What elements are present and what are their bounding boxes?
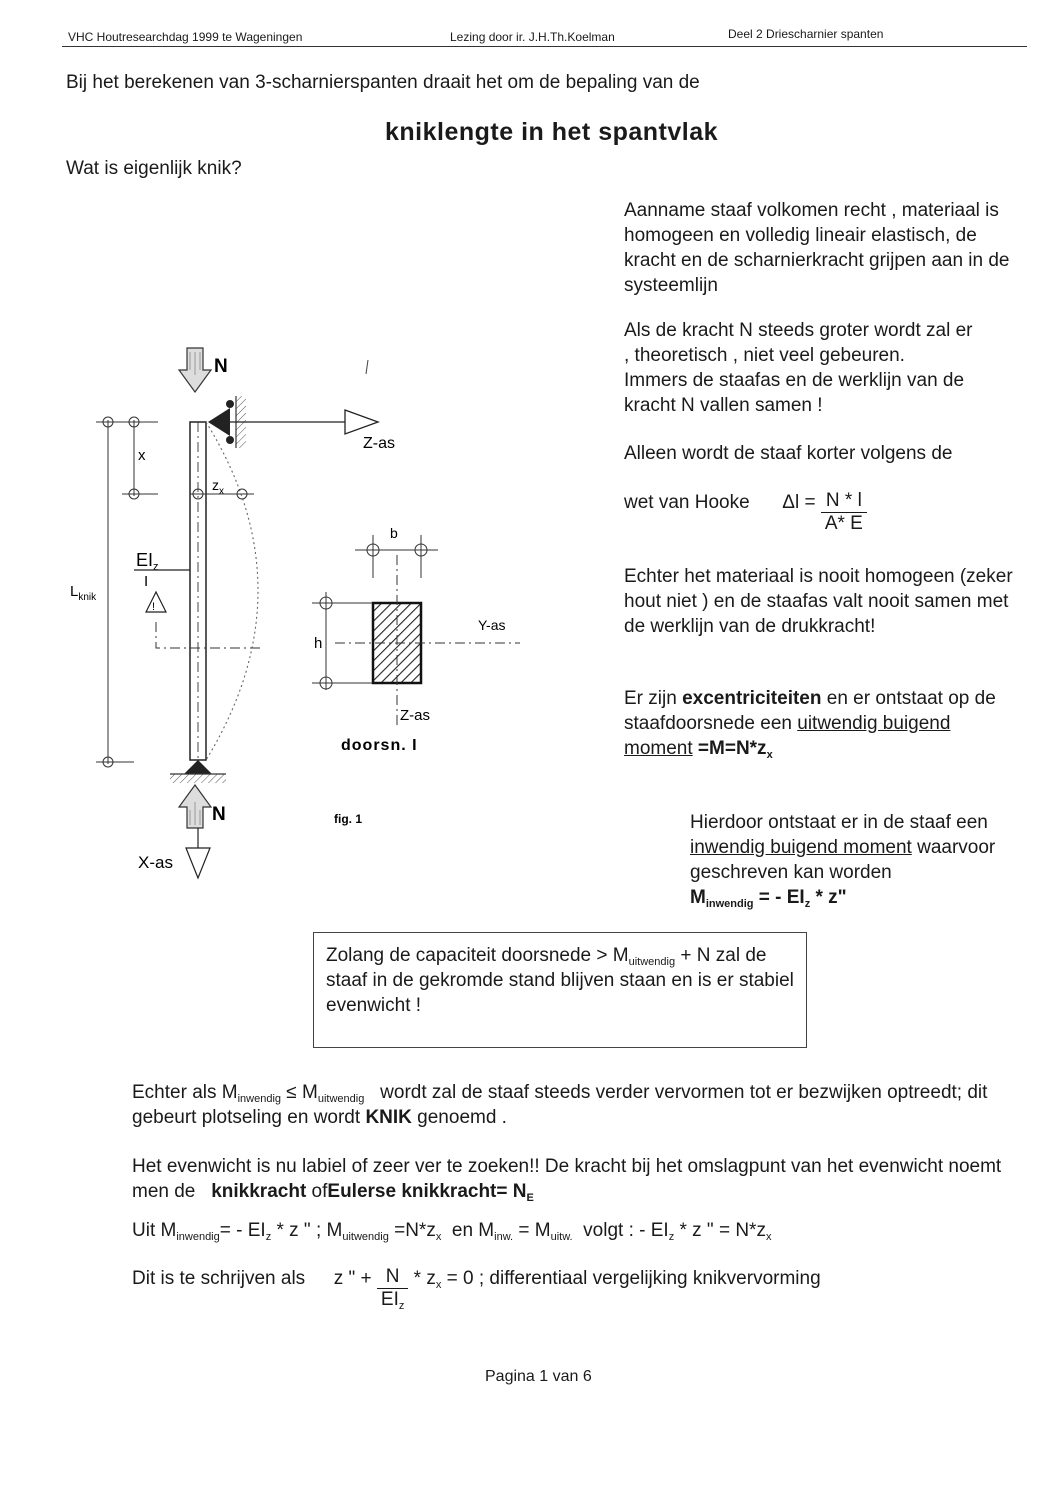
section-line <box>156 622 260 648</box>
x-dimension-label: x <box>138 447 146 464</box>
force-line-2: , theoretisch , niet veel gebeuren. <box>624 345 905 366</box>
force-line-1: Als de kracht N steeds groter wordt zal er <box>624 320 973 341</box>
x-axis-label: X-as <box>138 853 173 872</box>
i-label: I <box>144 573 149 590</box>
section-caption: doorsn. I <box>341 737 418 754</box>
top-force-label: N <box>214 356 228 377</box>
hooke-numerator: N * l <box>821 490 867 513</box>
deflected-shape <box>206 422 258 760</box>
cross-section <box>335 555 520 725</box>
internal-moment-paragraph: Hierdoor ontstaat er in de staaf een inwendig buigend moment waarvoor geschreven kan worden $M_{inwendig}$ = - $EI_z$ * z" <box>690 812 996 910</box>
force-paragraph <box>624 318 1034 418</box>
b-label: b <box>390 525 398 541</box>
stability-box: Zolang de capaciteit doorsnede > $M_{uitwendig} + N$ zal de staaf in de gekromde stand blijven staan en is er stabiel evenwicht ! <box>313 932 807 1048</box>
z-axis-arrowhead <box>345 410 378 434</box>
differential-equation: Dit is te schrijven als z " + $\frac{N}{EI_z}$ * $z_x = 0$ ; differentiaal vergelijking knikvervorming <box>132 1266 821 1312</box>
lknik-label: $L_{knik}$ <box>70 583 97 603</box>
assumption-paragraph: Aanname staaf volkomen recht , materiaal is homogeen en volledig lineair elastisch, de kracht en de scharnierkracht grijpen aan in de systeemlijn <box>624 200 1010 296</box>
force-line-4: kracht N vallen samen ! <box>624 395 823 416</box>
lknik-dimension <box>96 417 134 767</box>
euler-paragraph: Het evenwicht is nu labiel of zeer ver te zoeken!! De kracht bij het omslagpunt van het evenwicht noemt men de knikkracht ofEulerse knikkracht= $N_E$ <box>132 1156 1002 1204</box>
x-axis-arrowhead <box>186 848 210 878</box>
internal-moment-term: inwendig buigend moment <box>690 837 912 858</box>
zx-label: $z_x$ <box>212 477 224 497</box>
eq-denominator: $EI_z$ <box>380 1289 405 1312</box>
bottom-force-arrow <box>179 785 211 828</box>
eq-numerator: N <box>377 1266 408 1289</box>
hooke-formula <box>624 490 867 535</box>
hooke-lhs: Δl = <box>782 492 816 513</box>
header-middle: Lezing door ir. J.H.Th.Koelman <box>450 30 615 44</box>
section-marker-icon <box>146 592 166 612</box>
z-axis-top-label: Z-as <box>363 435 395 452</box>
figure-caption: fig. 1 <box>334 812 363 826</box>
hooke-intro: Alleen wordt de staaf korter volgens de <box>624 443 953 464</box>
intro-text: Bij het berekenen van 3-scharnierspanten draait het om de bepaling van de <box>66 72 700 93</box>
header-left: VHC Houtresearchdag 1999 te Wageningen <box>68 30 303 44</box>
section-marker-glyph: ! <box>152 601 156 613</box>
header-right: Deel 2 Driescharnier spanten <box>728 27 884 41</box>
knik-term: KNIK <box>365 1107 412 1128</box>
buckling-paragraph: Echter als $M_{inwendig} \le M_{uitwendig}$ wordt zal de staaf steeds verder vervormen tot er bezwijken optreedt; dit gebeurt plotseling en wordt KNIK genoemd . <box>132 1082 988 1128</box>
force-line-3: Immers de staafas en de werklijn van de <box>624 370 965 391</box>
hooke-prefix: wet van Hooke <box>624 492 750 513</box>
z-axis-section-label: Z-as <box>400 707 430 724</box>
ei-label: $EI_z$ <box>136 550 159 573</box>
top-force-arrow <box>179 348 211 392</box>
page-footer: Pagina 1 van 6 <box>485 1368 592 1385</box>
external-moment-term: uitwendig buigend moment <box>624 713 951 759</box>
knikkracht-term: knikkracht <box>211 1181 307 1202</box>
buckling-figure <box>60 330 570 890</box>
tick-mark <box>366 360 368 374</box>
h-label: h <box>314 635 323 652</box>
eccentricity-term: excentriciteiten <box>682 688 822 709</box>
euler-term: Eulerse knikkracht= N <box>327 1181 527 1202</box>
bottom-force-label: N <box>212 804 226 825</box>
eccentricity-paragraph: Er zijn excentriciteiten en er ontstaat op de staafdoorsnede een uitwendig buigend moment $=M=N*z_x$ <box>624 688 996 761</box>
bottom-support <box>170 760 226 783</box>
question-text: Wat is eigenlijk knik? <box>66 158 242 179</box>
inhomogeneous-paragraph: Echter het materiaal is nooit homogeen (zeker hout niet ) en de staafas valt nooit samen met de werklijn van de drukkracht! <box>624 566 1013 637</box>
y-axis-label: Y-as <box>478 617 506 633</box>
header-rule <box>62 46 1027 47</box>
hooke-denominator: A* E <box>824 513 863 534</box>
moment-equation: Uit $M_{inwendig}= - EI_z * z$ " ; $M_{uitwendig} =N*z_x$ en $M_{inw.} = M_{uitw.}$ volgt : - $EI_z$ * z " = $N*z_x$ <box>132 1220 772 1243</box>
page-title: kniklengte in het spantvlak <box>385 118 719 146</box>
